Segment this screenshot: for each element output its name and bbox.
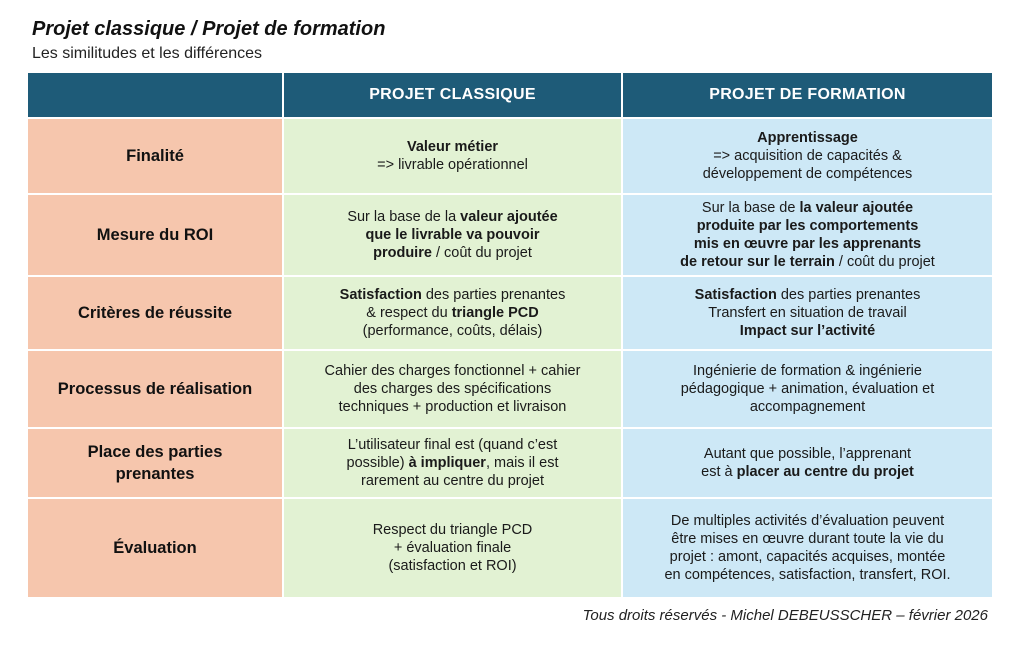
cell-classique: [283, 276, 622, 350]
cell-line: [633, 463, 982, 481]
cell-text-bold: Impact sur l’activité: [739, 323, 876, 339]
cell-text: Autant que possible, l’apprenant: [703, 446, 912, 462]
cell-text: => livrable opérationnel: [377, 157, 528, 173]
cell-text: possible): [346, 455, 409, 471]
cell-line: [633, 566, 982, 584]
cell-line: [294, 436, 611, 454]
cell-line: [294, 244, 611, 262]
table-row: [27, 350, 993, 428]
cell-text-bold: triangle PCD: [451, 305, 539, 321]
cell-line: [294, 521, 611, 539]
cell-text: accompagnement: [749, 399, 866, 415]
cell-formation: [622, 118, 993, 194]
cell-line: [633, 380, 982, 398]
table-row: [27, 428, 993, 498]
cell-classique: [283, 428, 622, 498]
cell-line: [633, 217, 982, 235]
cell-text: Respect du triangle PCD: [372, 522, 533, 538]
cell-text: techniques + production et livraison: [338, 399, 567, 415]
cell-line: [294, 304, 611, 322]
copyright-footer: Tous droits réservés - Michel DEBEUSSCHER – février 2026: [582, 607, 988, 624]
cell-text: L’utilisateur final est (quand c’est: [347, 437, 558, 453]
cell-line: [294, 208, 611, 226]
cell-text-bold: produite par les comportements: [696, 218, 919, 234]
table-row: [27, 498, 993, 598]
cell-classique: [283, 194, 622, 276]
table-row: [27, 276, 993, 350]
cell-text: des parties prenantes: [776, 287, 921, 303]
cell-text-bold: Valeur métier: [406, 139, 499, 155]
cell-line: [633, 253, 982, 271]
cell-text: Cahier des charges fonctionnel + cahier: [324, 363, 581, 379]
cell-text-bold: produire: [373, 245, 432, 261]
cell-line: [633, 512, 982, 530]
cell-text: Sur la base de la: [347, 209, 461, 225]
cell-text: => acquisition de capacités &: [713, 148, 902, 164]
cell-text: projet : amont, capacités acquises, montée: [669, 549, 946, 565]
cell-text-bold: la valeur ajoutée: [799, 200, 914, 216]
table-row: [27, 118, 993, 194]
cell-line: [294, 362, 611, 380]
header-projet-formation: PROJET DE FORMATION: [622, 72, 993, 118]
cell-line: [633, 362, 982, 380]
header-projet-classique: PROJET CLASSIQUE: [283, 72, 622, 118]
cell-text: (satisfaction et ROI): [388, 558, 517, 574]
row-label-evaluation: Évaluation: [27, 498, 283, 598]
cell-text-bold: placer au centre du projet: [736, 464, 914, 480]
page-subtitle: Les similitudes et les différences: [32, 45, 263, 62]
cell-line: [633, 235, 982, 253]
cell-line: [294, 286, 611, 304]
cell-text-bold: mis en œuvre par les apprenants: [693, 236, 922, 252]
cell-line: [633, 199, 982, 217]
cell-formation: [622, 428, 993, 498]
cell-text-bold: valeur ajoutée: [460, 209, 558, 225]
row-label-line: prenantes: [115, 465, 195, 483]
cell-classique: [283, 350, 622, 428]
row-label-line: Place des parties: [87, 443, 223, 461]
cell-text: des charges des spécifications: [353, 381, 552, 397]
row-label-finalite: Finalité: [27, 118, 283, 194]
cell-text-bold: Apprentissage: [757, 130, 858, 146]
cell-formation: [622, 194, 993, 276]
cell-text: + évaluation finale: [393, 540, 512, 556]
cell-formation: [622, 276, 993, 350]
cell-line: [294, 156, 611, 174]
page-title: Projet classique / Projet de formation: [32, 18, 386, 40]
table-row: [27, 194, 993, 276]
cell-line: [633, 548, 982, 566]
cell-text: (performance, coûts, délais): [362, 323, 543, 339]
cell-line: [633, 322, 982, 340]
cell-text: des parties prenantes: [421, 287, 566, 303]
cell-formation: [622, 350, 993, 428]
cell-line: [294, 380, 611, 398]
cell-line: [633, 398, 982, 416]
cell-text: est à: [701, 464, 737, 480]
cell-text: , mais il est: [485, 455, 559, 471]
cell-text: rarement au centre du projet: [361, 473, 544, 489]
cell-text-bold: à impliquer: [408, 455, 486, 471]
header-row: [27, 72, 993, 118]
cell-line: [633, 530, 982, 548]
cell-line: [294, 472, 611, 490]
cell-text: Ingénierie de formation & ingénierie: [693, 363, 922, 379]
cell-classique: [283, 498, 622, 598]
cell-text-bold: Satisfaction: [694, 287, 777, 303]
cell-formation: [622, 498, 993, 598]
cell-text-bold: que le livrable va pouvoir: [365, 227, 540, 243]
cell-line: [294, 454, 611, 472]
cell-text: / coût du projet: [834, 254, 935, 270]
cell-text: en compétences, satisfaction, transfert, ROI.: [664, 567, 951, 583]
cell-line: [294, 557, 611, 575]
cell-text: & respect du: [366, 305, 452, 321]
cell-line: [633, 286, 982, 304]
cell-text-bold: Satisfaction: [339, 287, 422, 303]
cell-line: [633, 304, 982, 322]
cell-line: [633, 165, 982, 183]
cell-text: pédagogique + animation, évaluation et: [680, 381, 935, 397]
cell-line: [633, 445, 982, 463]
cell-line: [294, 398, 611, 416]
cell-line: [294, 138, 611, 156]
row-label-criteres: Critères de réussite: [27, 276, 283, 350]
cell-text: être mises en œuvre durant toute la vie du: [671, 531, 944, 547]
cell-text: / coût du projet: [431, 245, 532, 261]
row-label-mesure-roi: Mesure du ROI: [27, 194, 283, 276]
cell-text: développement de compétences: [702, 166, 913, 182]
row-label-processus: Processus de réalisation: [27, 350, 283, 428]
cell-line: [294, 322, 611, 340]
cell-text: De multiples activités d’évaluation peuvent: [670, 513, 945, 529]
cell-line: [294, 539, 611, 557]
cell-text-bold: de retour sur le terrain: [680, 254, 835, 270]
header-corner-cell: [27, 72, 283, 118]
cell-line: [633, 129, 982, 147]
cell-line: [294, 226, 611, 244]
cell-classique: [283, 118, 622, 194]
cell-line: [633, 147, 982, 165]
comparison-table: [26, 71, 994, 599]
row-label-parties-prenantes: [27, 428, 283, 498]
cell-text: Transfert en situation de travail: [708, 305, 907, 321]
cell-text: Sur la base de: [701, 200, 800, 216]
